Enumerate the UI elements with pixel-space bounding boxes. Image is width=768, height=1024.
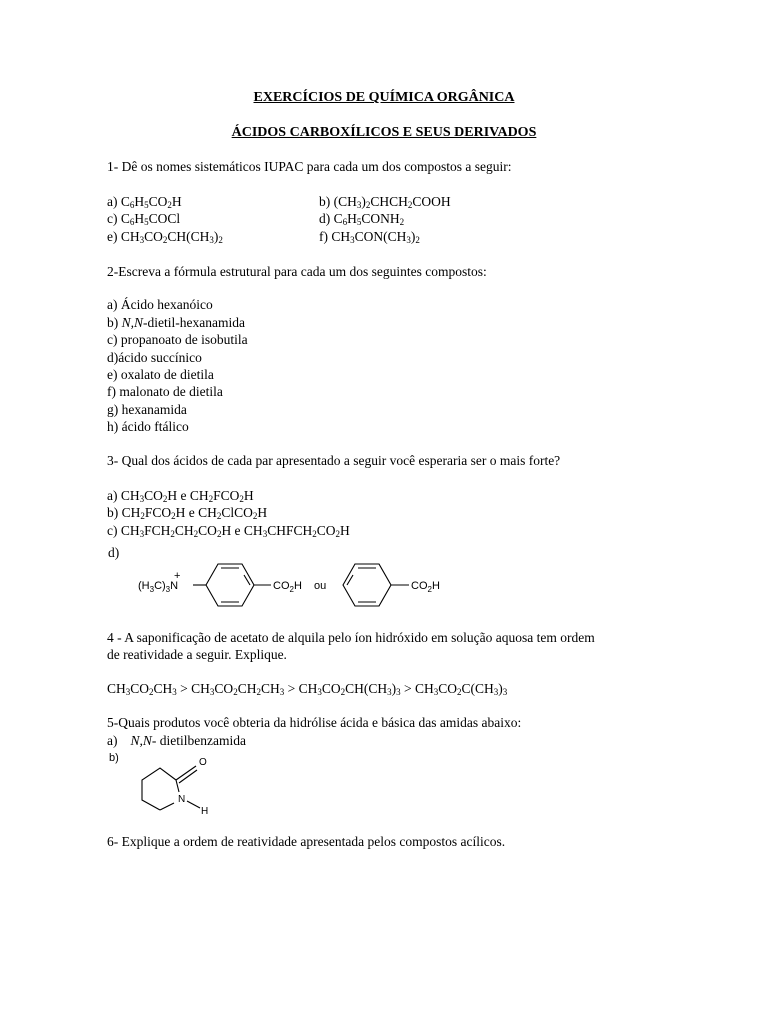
q1-item-b: b) $(CH_3)_2CHCH_2COOH$ (319, 194, 451, 210)
q3-prompt: 3- Qual dos ácidos de cada par apresentado a seguir você esperaria ser o mais forte? (107, 453, 561, 468)
q2-item-f: f) malonato de dietila (107, 384, 223, 399)
q2-item-h: h) ácido ftálico (107, 419, 189, 434)
or-conjunction: ou (314, 580, 327, 592)
q5-item-b-label: b) (109, 752, 119, 764)
q3-item-b: b) $CH_2FCO_2H$ e $CH_2ClCO_2H$ (107, 505, 268, 521)
positive-charge-sign: + (174, 570, 181, 582)
exercise-title: EXERCÍCIOS DE QUÍMICA ORGÂNICA (253, 90, 515, 105)
q5-lactam-structure (130, 752, 230, 818)
carboxyl-group-label-2: $CO_2H$ (411, 580, 440, 594)
carboxyl-group-label-1: $CO_2H$ (273, 580, 302, 594)
lactam-ring-carbons (142, 768, 176, 810)
q5-item-a: a) N,N- dietilbenzamida (107, 733, 246, 748)
q3-item-a: a) $CH_3CO_2H$ e $CH_2FCO_2H$ (107, 488, 254, 504)
exercise-subtitle: ÁCIDOS CARBOXÍLICOS E SEUS DERIVADOS (231, 125, 537, 140)
q5-prompt: 5-Quais produtos você obteria da hidrólise ácida e básica das amidas abaixo: (107, 715, 522, 730)
q2-item-b: b) N,N-dietil-hexanamida (107, 315, 245, 330)
q1-item-c: c) $C_6H_5COCl$ (107, 211, 181, 227)
q2-prompt: 2-Escreva a fórmula estrutural para cada um dos seguintes compostos: (107, 264, 487, 279)
amide-hydrogen-label: H (201, 806, 209, 817)
q1-item-d: d) $C_6H_5CONH_2$ (319, 211, 405, 227)
amide-nitrogen-label: N (178, 794, 186, 805)
q3-d-structures (130, 556, 450, 614)
q4-reactivity-order: $CH_3CO_2CH_3 > CH_3CO_2CH_2CH_3 > CH_3CO_2CH(CH_3)_3 > CH_3CO_2C(CH_3)_3$ (107, 681, 508, 697)
trimethylammonium-group-label: $(H_3C)_3N$ (138, 580, 179, 594)
q2-item-e: e) oxalato de dietila (107, 367, 214, 382)
q6-prompt: 6- Explique a ordem de reatividade apresentada pelos compostos acílicos. (107, 834, 506, 849)
benzene-ring-1 (206, 564, 254, 606)
q2-item-a: a) Ácido hexanóico (107, 297, 213, 312)
q1-item-a: a) $C_6H_5CO_2H$ (107, 194, 182, 210)
q1-prompt: 1- Dê os nomes sistemáticos IUPAC para cada um dos compostos a seguir: (107, 159, 512, 174)
q3-item-d-label: d) (108, 545, 120, 560)
q3-item-c: c) $CH_3FCH_2CH_2CO_2H$ e $CH_3CHFCH_2CO_2H$ (107, 523, 350, 539)
q4-prompt-line1: 4 - A saponificação de acetato de alquila pelo íon hidróxido em solução aquosa tem ordem (107, 630, 595, 645)
q2-item-d: d)ácido succínico (107, 350, 202, 365)
q2-item-c: c) propanoato de isobutila (107, 332, 248, 347)
q1-item-f: f) $CH_3CON(CH_3)_2$ (319, 229, 420, 245)
q4-prompt-line2: de reatividade a seguir. Explique. (107, 647, 287, 662)
q1-item-e: e) $CH_3CO_2CH(CH_3)_2$ (107, 229, 223, 245)
q2-item-g: g) hexanamida (107, 402, 187, 417)
carbonyl-oxygen-label: O (199, 757, 207, 768)
benzene-ring-2 (343, 564, 391, 606)
